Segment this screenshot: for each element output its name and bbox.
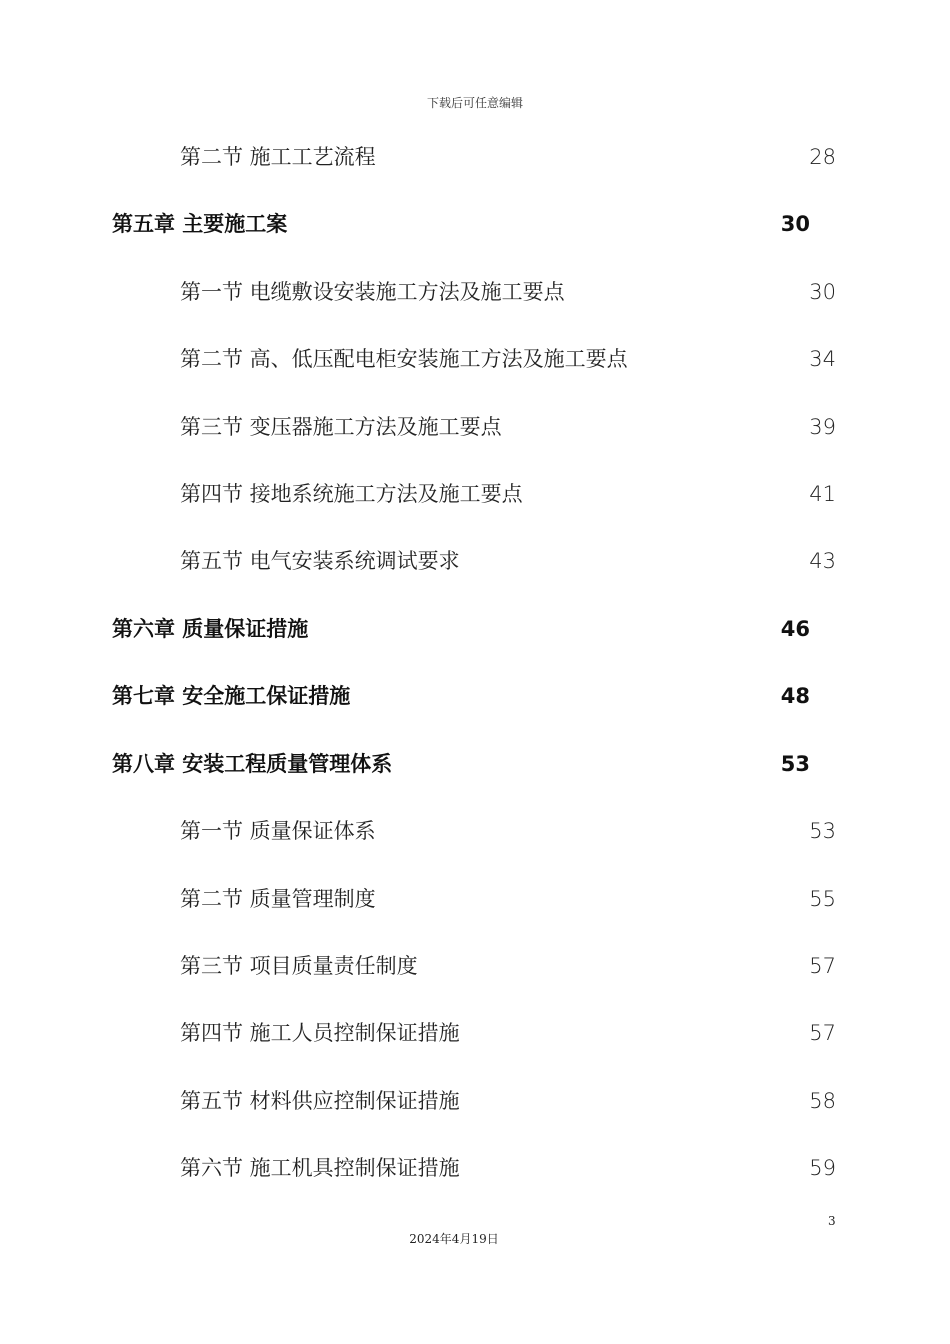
- toc-entry-page: 43: [809, 549, 836, 573]
- page-header: 下载后可任意编辑: [426, 96, 523, 110]
- toc-entry-page: 41: [809, 482, 836, 506]
- toc-entry[interactable]: [112, 208, 810, 240]
- page-footer-date: 2024年4月19日: [409, 1232, 499, 1246]
- toc-entry[interactable]: [112, 748, 810, 780]
- toc-entry-page: 46: [780, 617, 810, 641]
- toc-entry-label: 第一节 质量保证体系: [180, 819, 376, 843]
- toc-entry-label: 第七章 安全施工保证措施: [112, 684, 351, 708]
- toc-entry-label: 第一节 电缆敷设安装施工方法及施工要点: [180, 280, 565, 304]
- toc-entry[interactable]: [180, 478, 836, 510]
- toc-entry[interactable]: [180, 276, 836, 308]
- toc-entry-label: 第二节 高、低压配电柜安装施工方法及施工要点: [180, 347, 628, 371]
- toc-entry-page: 59: [809, 1156, 836, 1180]
- toc-entry-page: 58: [809, 1089, 836, 1113]
- toc-entry[interactable]: [180, 343, 836, 375]
- toc-entry[interactable]: [180, 1085, 836, 1117]
- toc-entry-label: 第八章 安装工程质量管理体系: [112, 752, 393, 776]
- toc-entry-label: 第四节 接地系统施工方法及施工要点: [180, 482, 523, 506]
- toc-leader-dots: [462, 1087, 808, 1108]
- toc-entry-label: 第三节 项目质量责任制度: [180, 954, 418, 978]
- toc-leader-dots: [394, 750, 778, 771]
- toc-entry-label: 第五节 材料供应控制保证措施: [180, 1089, 460, 1113]
- toc-entry[interactable]: [112, 680, 810, 712]
- toc-entry-label: 第五节 电气安装系统调试要求: [180, 549, 460, 573]
- toc-entry-page: 28: [809, 145, 836, 169]
- toc-entry-page: 30: [780, 212, 810, 236]
- toc-leader-dots: [462, 547, 808, 568]
- toc-leader-dots: [378, 885, 808, 906]
- toc-entry-page: 57: [809, 954, 836, 978]
- toc-entry-label: 第二节 施工工艺流程: [180, 145, 376, 169]
- toc-entry[interactable]: [180, 141, 836, 173]
- toc-leader-dots: [352, 682, 778, 703]
- toc-entry[interactable]: [180, 883, 836, 915]
- toc-entry-page: 53: [780, 752, 810, 776]
- toc-entry-label: 第六章 质量保证措施: [112, 617, 309, 641]
- toc-entry-page: 48: [780, 684, 810, 708]
- toc-entry-page: 39: [809, 415, 836, 439]
- toc-leader-dots: [420, 952, 808, 973]
- toc-leader-dots: [378, 143, 808, 164]
- toc-leader-dots: [630, 345, 808, 366]
- toc-leader-dots: [289, 210, 778, 231]
- toc-leader-dots: [378, 817, 808, 838]
- toc-entry-page: 34: [809, 347, 836, 371]
- toc-entry[interactable]: [180, 1152, 836, 1184]
- toc-entry-page: 30: [809, 280, 836, 304]
- toc-entry[interactable]: [180, 950, 836, 982]
- toc-leader-dots: [462, 1019, 808, 1040]
- toc-entry-label: 第二节 质量管理制度: [180, 887, 376, 911]
- toc-entry-label: 第六节 施工机具控制保证措施: [180, 1156, 460, 1180]
- toc-entry[interactable]: [180, 545, 836, 577]
- toc-leader-dots: [310, 615, 778, 636]
- toc-entry[interactable]: [180, 1017, 836, 1049]
- toc-leader-dots: [462, 1154, 808, 1175]
- page-number: 3: [828, 1214, 836, 1228]
- toc-entry-label: 第四节 施工人员控制保证措施: [180, 1021, 460, 1045]
- toc-leader-dots: [525, 480, 808, 501]
- toc-entry[interactable]: [112, 613, 810, 645]
- toc-entry[interactable]: [180, 411, 836, 443]
- toc-entry-page: 53: [809, 819, 836, 843]
- toc-entry-page: 57: [809, 1021, 836, 1045]
- toc-leader-dots: [504, 413, 808, 434]
- toc-leader-dots: [567, 278, 808, 299]
- toc-entry-page: 55: [809, 887, 836, 911]
- toc-entry[interactable]: [180, 815, 836, 847]
- toc-entry-label: 第三节 变压器施工方法及施工要点: [180, 415, 502, 439]
- toc-entry-label: 第五章 主要施工案: [112, 212, 288, 236]
